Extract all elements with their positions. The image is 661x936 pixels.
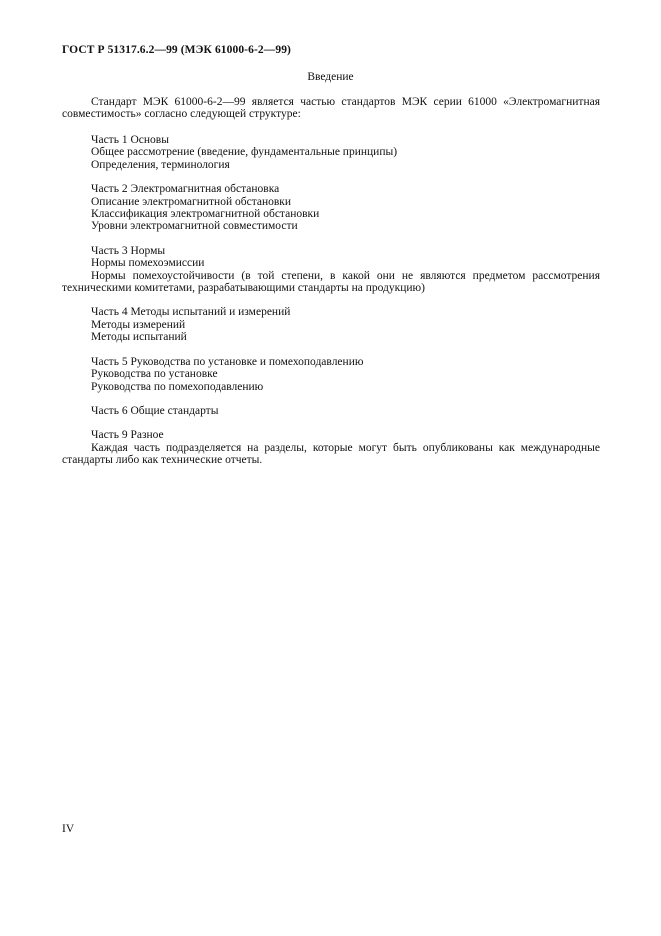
part-paragraph: Каждая часть подразделяется на разделы, которые могут быть опубликованы как международные стандарты либо как технические отчеты. [62, 441, 600, 467]
part-item: Общее рассмотрение (введение, фундаментальные принципы) [91, 146, 398, 159]
part-heading: Часть 3 Нормы [91, 244, 166, 257]
part-heading: Часть 4 Методы испытаний и измерений [91, 306, 291, 319]
part-paragraph: Нормы помехоустойчивости (в той степени, в какой они не являются предметом рассмотрения техническими комитетами, разрабатывающими стандарты на продукцию) [62, 269, 600, 295]
part-heading: Часть 6 Общие стандарты [91, 404, 219, 417]
part-item: Классификация электромагнитной обстановки [91, 208, 320, 221]
part-heading: Часть 1 Основы [91, 134, 169, 146]
part-1 [62, 134, 600, 171]
structure-list [62, 134, 600, 479]
part-item: Уровни электромагнитной совместимости [91, 220, 298, 233]
part-item: Методы измерений [91, 318, 186, 331]
part-item: Определения, терминология [91, 158, 230, 171]
part-9 [62, 429, 600, 466]
part-item: Методы испытаний [91, 331, 187, 344]
part-item: Руководства по установке [91, 368, 218, 381]
part-3 [62, 245, 600, 295]
document-header: ГОСТ Р 51317.6.2—99 (МЭК 61000-6-2—99) [62, 44, 291, 56]
part-heading: Часть 9 Разное [91, 429, 164, 442]
intro-paragraph [62, 96, 600, 121]
part-6 [62, 405, 600, 417]
part-item: Нормы помехоэмиссии [91, 257, 205, 270]
part-4 [62, 306, 600, 343]
part-5 [62, 356, 600, 393]
part-heading: Часть 5 Руководства по установке и помехоподавлению [91, 355, 364, 368]
part-item: Описание электромагнитной обстановки [91, 195, 292, 208]
page-number: IV [62, 823, 75, 835]
intro-text: Стандарт МЭК 61000-6-2—99 является частью стандартов МЭК серии 61000 «Электромагнитная совместимость» согласно следующей структуре: [62, 96, 600, 121]
part-item: Руководства по помехоподавлению [91, 380, 264, 393]
part-2 [62, 183, 600, 233]
section-title: Введение [307, 71, 354, 83]
part-heading: Часть 2 Электромагнитная обстановка [91, 183, 280, 196]
